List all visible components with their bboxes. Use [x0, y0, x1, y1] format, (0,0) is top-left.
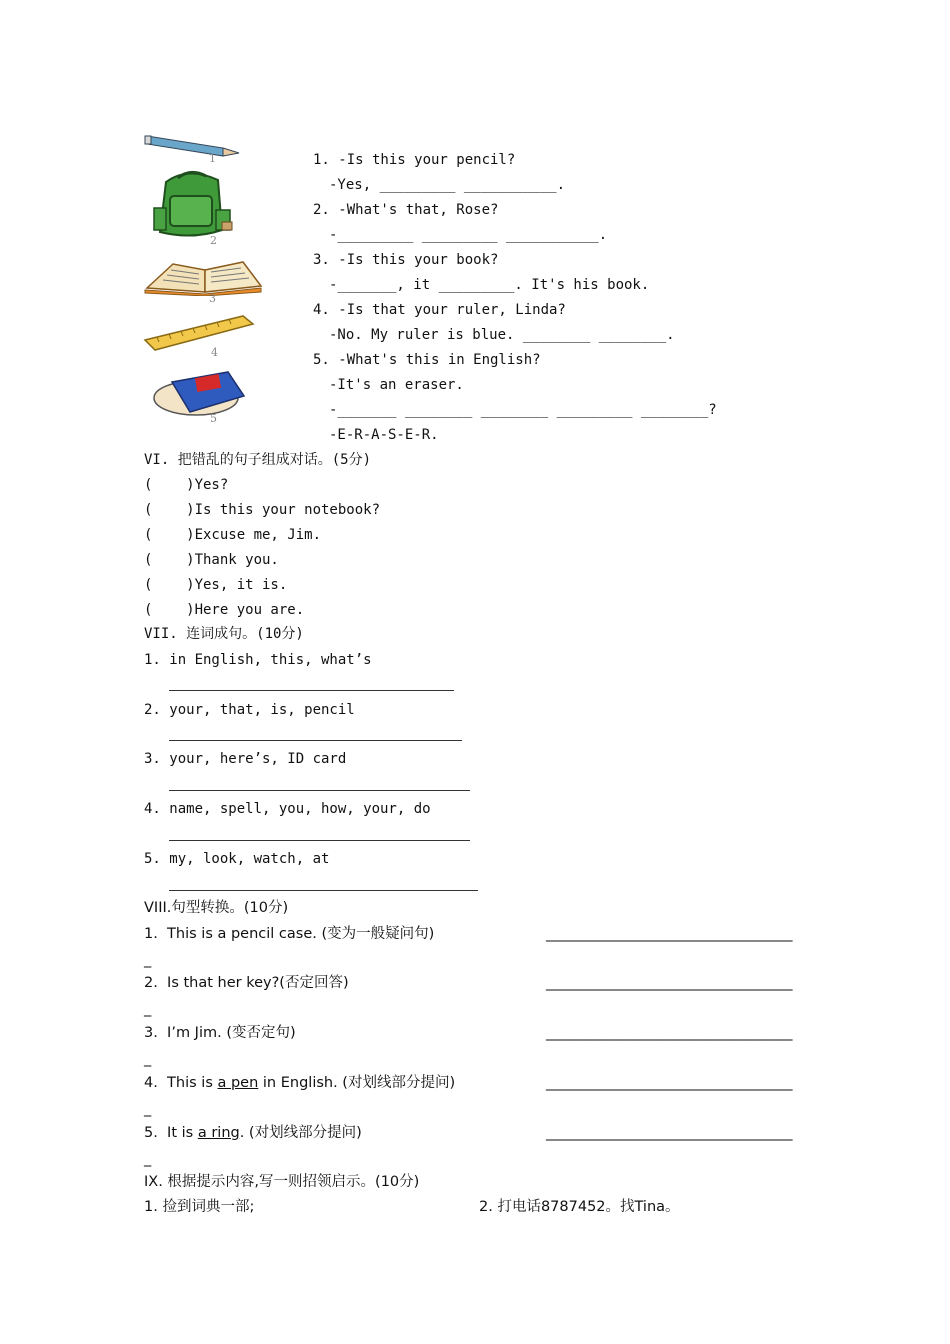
list-item: 4. This is a pen in English. (对划线部分提问) [144, 1075, 456, 1091]
picture-book [143, 256, 263, 306]
eraser-icon [150, 368, 250, 418]
hint-item: 1. 捡到词典一部; [144, 1199, 255, 1215]
dialogue-line: -Yes, _________ ___________. [329, 177, 566, 193]
answer-blank[interactable]: __________________________________ [546, 1125, 793, 1141]
list-item: 3. I’m Jim. (变否定句) [144, 1025, 296, 1041]
dialogue-line: -It's an eraser. [329, 377, 464, 393]
picture-number: 5 [210, 412, 217, 425]
answer-blank[interactable]: __________________________________ [546, 1025, 793, 1041]
answer-blank-continuation: _ [144, 1101, 152, 1117]
list-item: 5. my, look, watch, at [144, 851, 330, 867]
picture-number: 1 [209, 152, 216, 165]
dialogue-line: -_______ ________ ________ _________ ________? [329, 402, 717, 418]
dialogue-line: -_______, it _________. It's his book. [329, 277, 650, 293]
answer-blank-continuation: _ [144, 1051, 152, 1067]
list-item: ( )Is this your notebook? [144, 502, 381, 518]
answer-blank[interactable]: __________________________________ [546, 1075, 793, 1091]
list-item: ( )Yes, it is. [144, 577, 288, 593]
list-item: 4. name, spell, you, how, your, do [144, 801, 431, 817]
section-title: VIII.句型转换。(10分) [144, 900, 289, 916]
list-item: 2. your, that, is, pencil [144, 702, 355, 718]
dialogue-line: 3. -Is this your book? [313, 252, 499, 268]
list-item: 1. in English, this, what’s [144, 652, 372, 668]
picture-number: 3 [209, 292, 216, 305]
book-icon [143, 256, 263, 296]
answer-blank[interactable]: __________________________________ [546, 975, 793, 991]
picture-ruler [143, 312, 255, 362]
list-item: 3. your, here’s, ID card [144, 751, 347, 767]
picture-number: 4 [211, 346, 218, 359]
list-item: ( )Thank you. [144, 552, 279, 568]
dialogue-line: 1. -Is this your pencil? [313, 152, 516, 168]
picture-schoolbag [148, 170, 243, 248]
answer-line[interactable] [169, 690, 454, 691]
answer-line[interactable] [169, 790, 470, 791]
dialogue-line: 5. -What's this in English? [313, 352, 541, 368]
list-item: 1. This is a pencil case. (变为一般疑问句) [144, 926, 435, 942]
answer-blank[interactable]: __________________________________ [546, 926, 793, 942]
pencil-icon [143, 128, 243, 168]
picture-number: 2 [210, 234, 217, 247]
picture-pencil [143, 128, 243, 168]
list-item: ( )Yes? [144, 477, 229, 493]
dialogue-line: 2. -What's that, Rose? [313, 202, 499, 218]
answer-blank-continuation: _ [144, 1151, 152, 1167]
answer-blank-continuation: _ [144, 952, 152, 968]
list-item: 2. Is that her key?(否定回答) [144, 975, 349, 991]
answer-line[interactable] [169, 740, 462, 741]
section-title: VII. 连词成句。(10分) [144, 626, 304, 642]
list-item: 5. It is a ring. (对划线部分提问) [144, 1125, 362, 1141]
section-title: VI. 把错乱的句子组成对话。(5分) [144, 452, 372, 468]
schoolbag-icon [148, 170, 243, 248]
dialogue-line: -E-R-A-S-E-R. [329, 427, 439, 443]
section-title: IX. 根据提示内容,写一则招领启示。(10分) [144, 1174, 420, 1190]
dialogue-line: -No. My ruler is blue. ________ ________. [329, 327, 675, 343]
list-item: ( )Excuse me, Jim. [144, 527, 322, 543]
dialogue-line: -_________ _________ ___________. [329, 227, 608, 243]
picture-eraser [150, 368, 250, 428]
hint-item: 2. 打电话8787452。找Tina。 [479, 1199, 680, 1215]
list-item: ( )Here you are. [144, 602, 305, 618]
answer-line[interactable] [169, 890, 478, 891]
dialogue-line: 4. -Is that your ruler, Linda? [313, 302, 566, 318]
answer-blank-continuation: _ [144, 1001, 152, 1017]
ruler-icon [143, 312, 255, 352]
answer-line[interactable] [169, 840, 470, 841]
